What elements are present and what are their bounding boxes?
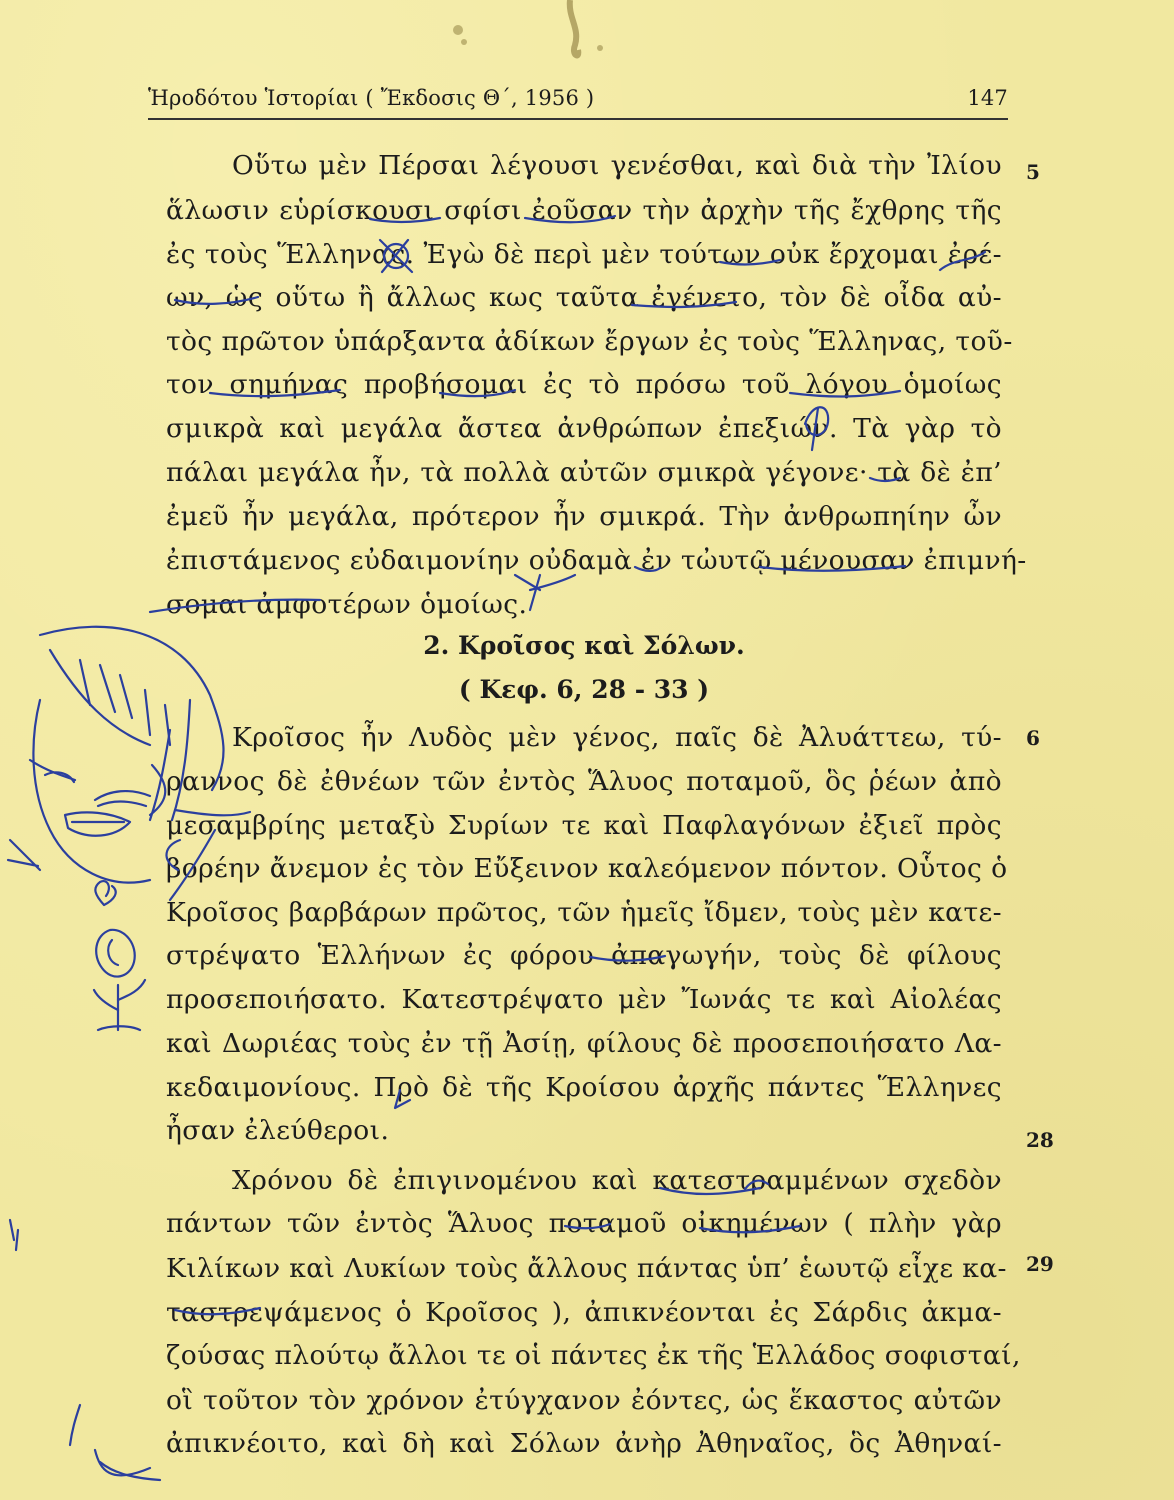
text-line: ἐς τοὺς Ἕλληνας. Ἐγὼ δὲ περὶ μὲν τούτων οὐκ ἔρχομαι ἐρέ- [166, 239, 1002, 270]
text-line: ἀπικνέοιτο, καὶ δὴ καὶ Σόλων ἀνὴρ Ἀθηναῖος, ὃς Ἀθηναί- [166, 1428, 1002, 1459]
header-rule [148, 118, 1008, 120]
text-line: οἳ τοῦτον τὸν χρόνον ἐτύγχανον ἐόντες, ὡς ἕκαστος αὐτῶν [166, 1385, 1002, 1416]
running-head [148, 86, 1008, 114]
text-line: Κιλίκων καὶ Λυκίων τοὺς ἄλλους πάντας ὑπ’ ἑωυτῷ εἶχε κα- [166, 1253, 1007, 1284]
section-subtitle: ( Κεφ. 6, 28 - 33 ) [458, 675, 710, 704]
text-line: ἐπιστάμενος εὐδαιμονίην οὐδαμὰ ἐν τὠυτῷ μένουσαν ἐπιμνή- [166, 545, 1027, 576]
margin-number: 6 [1026, 726, 1040, 750]
section-title: 2. Κροῖσος καὶ Σόλων. [423, 631, 745, 660]
text-line: ραννος δὲ ἐθνέων τῶν ἐντὸς Ἅλυος ποταμοῦ, ὃς ῥέων ἀπὸ [166, 766, 1002, 797]
text-line: ταστρεψάμενος ὁ Κροῖσος ), ἀπικνέονται ἐς Σάρδις ἀκμα- [166, 1297, 1002, 1328]
margin-number: 5 [1026, 160, 1040, 184]
margin-number: 29 [1026, 1252, 1054, 1276]
text-line: πάλαι μεγάλα ἦν, τὰ πολλὰ αὐτῶν σμικρὰ γέγονε· τὰ δὲ ἐπ’ [166, 457, 1002, 488]
text-line: ζούσας πλούτῳ ἄλλοι τε οἱ πάντες ἐκ τῆς Ἑλλάδος σοφισταί, [166, 1340, 1021, 1371]
text-line: κεδαιμονίους. Πρὸ δὲ τῆς Κροίσου ἀρχῆς πάντες Ἕλληνες [166, 1072, 1002, 1103]
text-line: τον σημήνας προβήσομαι ἐς τὸ πρόσω τοῦ λόγου ὁμοίως [166, 369, 1002, 400]
text-line: πάντων τῶν ἐντὸς Ἅλυος ποταμοῦ οἰκημένων ( πλὴν γὰρ [166, 1208, 1002, 1239]
text-line: μεσαμβρίης μεταξὺ Συρίων τε καὶ Παφλαγόνων ἐξιεῖ πρὸς [166, 810, 1002, 841]
text-line: σμικρὰ καὶ μεγάλα ἄστεα ἀνθρώπων ἐπεξιών. Τὰ γὰρ τὸ [166, 413, 1002, 444]
text-line: Οὕτω μὲν Πέρσαι λέγουσι γενέσθαι, καὶ διὰ τὴν Ἰλίου [232, 150, 1002, 181]
text-line: καὶ Δωριέας τοὺς ἐν τῇ Ἀσίῃ, φίλους δὲ προσεποιήσατο Λα- [166, 1028, 1002, 1059]
text-line: Κροῖσος ἦν Λυδὸς μὲν γένος, παῖς δὲ Ἀλυάττεω, τύ- [232, 722, 1002, 753]
text-line: προσεποιήσατο. Κατεστρέψατο μὲν Ἴωνάς τε καὶ Αἰολέας [166, 984, 1002, 1015]
text-line: ων, ὡς οὕτω ἢ ἄλλως κως ταῦτα ἐγένετο, τὸν δὲ οἶδα αὐ- [166, 282, 1002, 313]
margin-number: 28 [1026, 1128, 1054, 1152]
text-line: τὸς πρῶτον ὑπάρξαντα ἀδίκων ἔργων ἐς τοὺς Ἕλληνας, τοῦ- [166, 326, 1013, 357]
text-line: στρέψατο Ἑλλήνων ἐς φόρου ἀπαγωγήν, τοὺς δὲ φίλους [166, 940, 1002, 971]
text-line: σομαι ἀμφοτέρων ὁμοίως. [166, 589, 528, 620]
text-line: Κροῖσος βαρβάρων πρῶτος, τῶν ἡμεῖς ἴδμεν, τοὺς μὲν κατε- [166, 897, 1002, 928]
text-line: ἐμεῦ ἦν μεγάλα, πρότερον ἦν σμικρά. Τὴν ἀνθρωπηίην ὦν [166, 501, 1002, 532]
ink-stain-icon [440, 0, 660, 70]
running-head-title: Ἡροδότου Ἱστορίαι ( Ἔκδοσις Θ΄, 1956 ) [148, 86, 595, 110]
page-number: 147 [967, 86, 1008, 110]
text-line: βορέην ἄνεμον ἐς τὸν Εὔξεινον καλεόμενον πόντον. Οὗτος ὁ [166, 853, 1008, 884]
text-line: ἅλωσιν εὑρίσκουσι σφίσι ἐοῦσαν τὴν ἀρχὴν τῆς ἔχθρης τῆς [166, 195, 1002, 226]
text-line: Χρόνου δὲ ἐπιγινομένου καὶ κατεστραμμένων σχεδὸν [232, 1165, 1002, 1196]
text-line: ἦσαν ἐλεύθεροι. [166, 1115, 390, 1146]
